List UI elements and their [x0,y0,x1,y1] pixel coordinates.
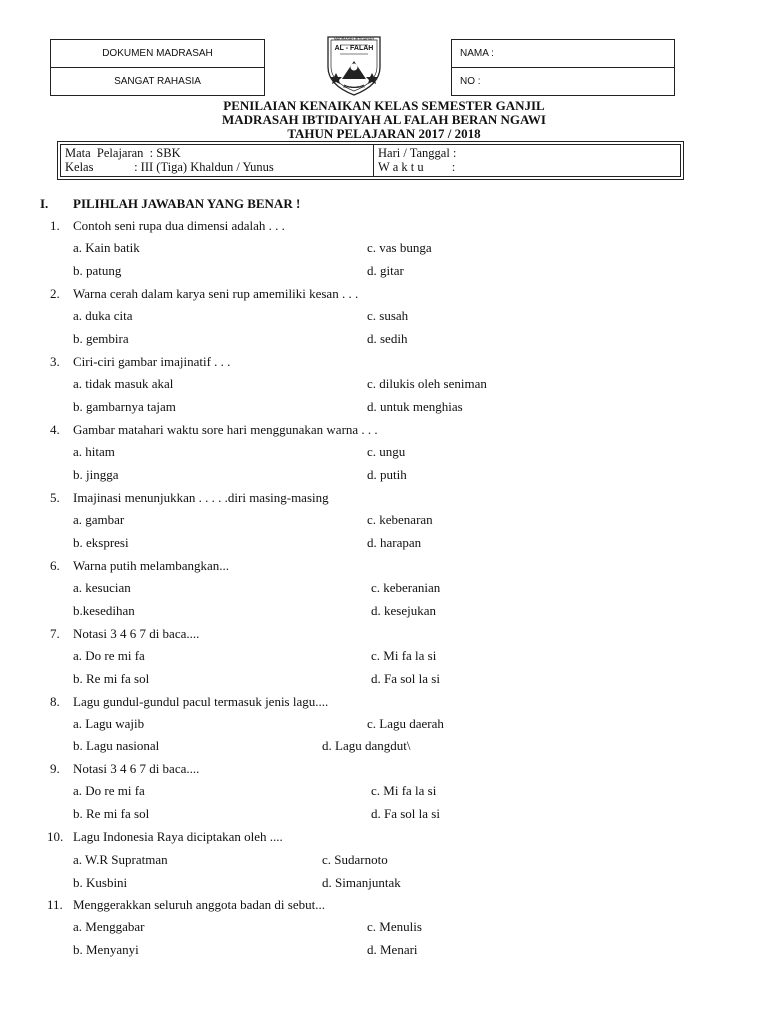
section-number: I. [40,196,49,211]
question-number: 1. [50,218,60,233]
option-a: a. Do re mi fa [73,648,145,663]
option-c: c. susah [367,308,409,323]
year-title: TAHUN PELAJARAN 2017 / 2018 [287,126,481,141]
option-d: d. Fa sol la si [371,806,440,821]
option-a: a. W.R Supratman [73,852,168,867]
option-d: d. untuk menghias [367,399,463,414]
option-b: b. jingga [73,467,119,482]
option-d: d. kesejukan [371,603,436,618]
logo-top-text: MADRASAH IBTIDAIYAH [334,37,374,41]
question-number: 4. [50,422,60,437]
question-text: Contoh seni rupa dua dimensi adalah . . . [73,218,285,233]
option-c: c. Mi fa la si [371,648,437,663]
option-b: b. patung [73,263,122,278]
question-text: Notasi 3 4 6 7 di baca.... [73,626,200,641]
option-d: d. Fa sol la si [371,671,440,686]
option-c: c. Menulis [367,919,422,934]
section-title: PILIHLAH JAWABAN YANG BENAR ! [73,196,301,211]
day-info: Hari / Tanggal : [378,146,457,160]
option-c: c. dilukis oleh seniman [367,376,487,391]
question-text: Ciri-ciri gambar imajinatif . . . [73,354,231,369]
question-number: 10. [47,829,64,844]
option-c: c. Lagu daerah [367,716,444,731]
option-c: c. Sudarnoto [322,852,388,867]
school-title: MADRASAH IBTIDAIYAH AL FALAH BERAN NGAWI [222,112,546,127]
option-a: a. hitam [73,444,115,459]
name-field: NAMA : [451,39,675,68]
exam-title: PENILAIAN KENAIKAN KELAS SEMESTER GANJIL [223,98,545,113]
option-b: b. gembira [73,331,129,346]
option-b: b. Menyanyi [73,942,139,957]
question-text: Notasi 3 4 6 7 di baca.... [73,761,200,776]
info-divider [373,144,374,177]
question-text: Warna putih melambangkan... [73,558,229,573]
question-number: 9. [50,761,60,776]
class-info: Kelas : III (Tiga) Khaldun / Yunus [65,160,274,174]
option-d: d. Menari [367,942,418,957]
option-c: c. Mi fa la si [371,783,437,798]
option-c: c. vas bunga [367,240,432,255]
question-number: 8. [50,694,60,709]
option-a: a. gambar [73,512,125,527]
question-text: Lagu gundul-gundul pacul termasuk jenis lagu.... [73,694,329,709]
question-number: 2. [50,286,60,301]
option-d: d. gitar [367,263,404,278]
option-b: b. Lagu nasional [73,738,160,753]
secret-label: SANGAT RAHASIA [50,67,265,96]
question-text: Imajinasi menunjukkan . . . . .diri masing-masing [73,490,329,505]
question-text: Warna cerah dalam karya seni rup amemiliki kesan . . . [73,286,359,301]
option-c: c. keberanian [371,580,441,595]
option-d: d. Lagu dangdut\ [322,738,411,753]
option-c: c. ungu [367,444,406,459]
option-d: d. sedih [367,331,408,346]
question-number: 6. [50,558,60,573]
option-a: a. kesucian [73,580,131,595]
option-a: a. Menggabar [73,919,145,934]
option-a: a. tidak masuk akal [73,376,174,391]
option-a: a. duka cita [73,308,133,323]
question-number: 7. [50,626,60,641]
option-b: b. gambarnya tajam [73,399,176,414]
doc-label: DOKUMEN MADRASAH [50,39,265,68]
option-a: a. Kain batik [73,240,140,255]
option-b: b. Kusbini [73,875,128,890]
option-d: d. harapan [367,535,422,550]
question-number: 11. [47,897,63,912]
option-b: b.kesedihan [73,603,135,618]
question-text: Lagu Indonesia Raya diciptakan oleh .... [73,829,283,844]
time-info: W a k t u : [378,160,456,174]
option-b: b. Re mi fa sol [73,806,150,821]
question-text: Menggerakkan seluruh anggota badan di sebut... [73,897,325,912]
option-d: d. Simanjuntak [322,875,401,890]
subject-info: Mata Pelajaran : SBK [65,146,181,160]
option-b: b. Re mi fa sol [73,671,150,686]
logo-bottom-text: BERAN NGAWI [343,85,365,89]
option-c: c. kebenaran [367,512,433,527]
no-field: NO : [451,67,675,96]
question-number: 3. [50,354,60,369]
option-a: a. Lagu wajib [73,716,145,731]
logo-name-text: AL - FALAH [334,45,374,52]
option-d: d. putih [367,467,407,482]
option-a: a. Do re mi fa [73,783,145,798]
option-b: b. ekspresi [73,535,129,550]
question-number: 5. [50,490,60,505]
question-text: Gambar matahari waktu sore hari menggunakan warna . . . [73,422,378,437]
madrasah-logo [322,33,386,97]
